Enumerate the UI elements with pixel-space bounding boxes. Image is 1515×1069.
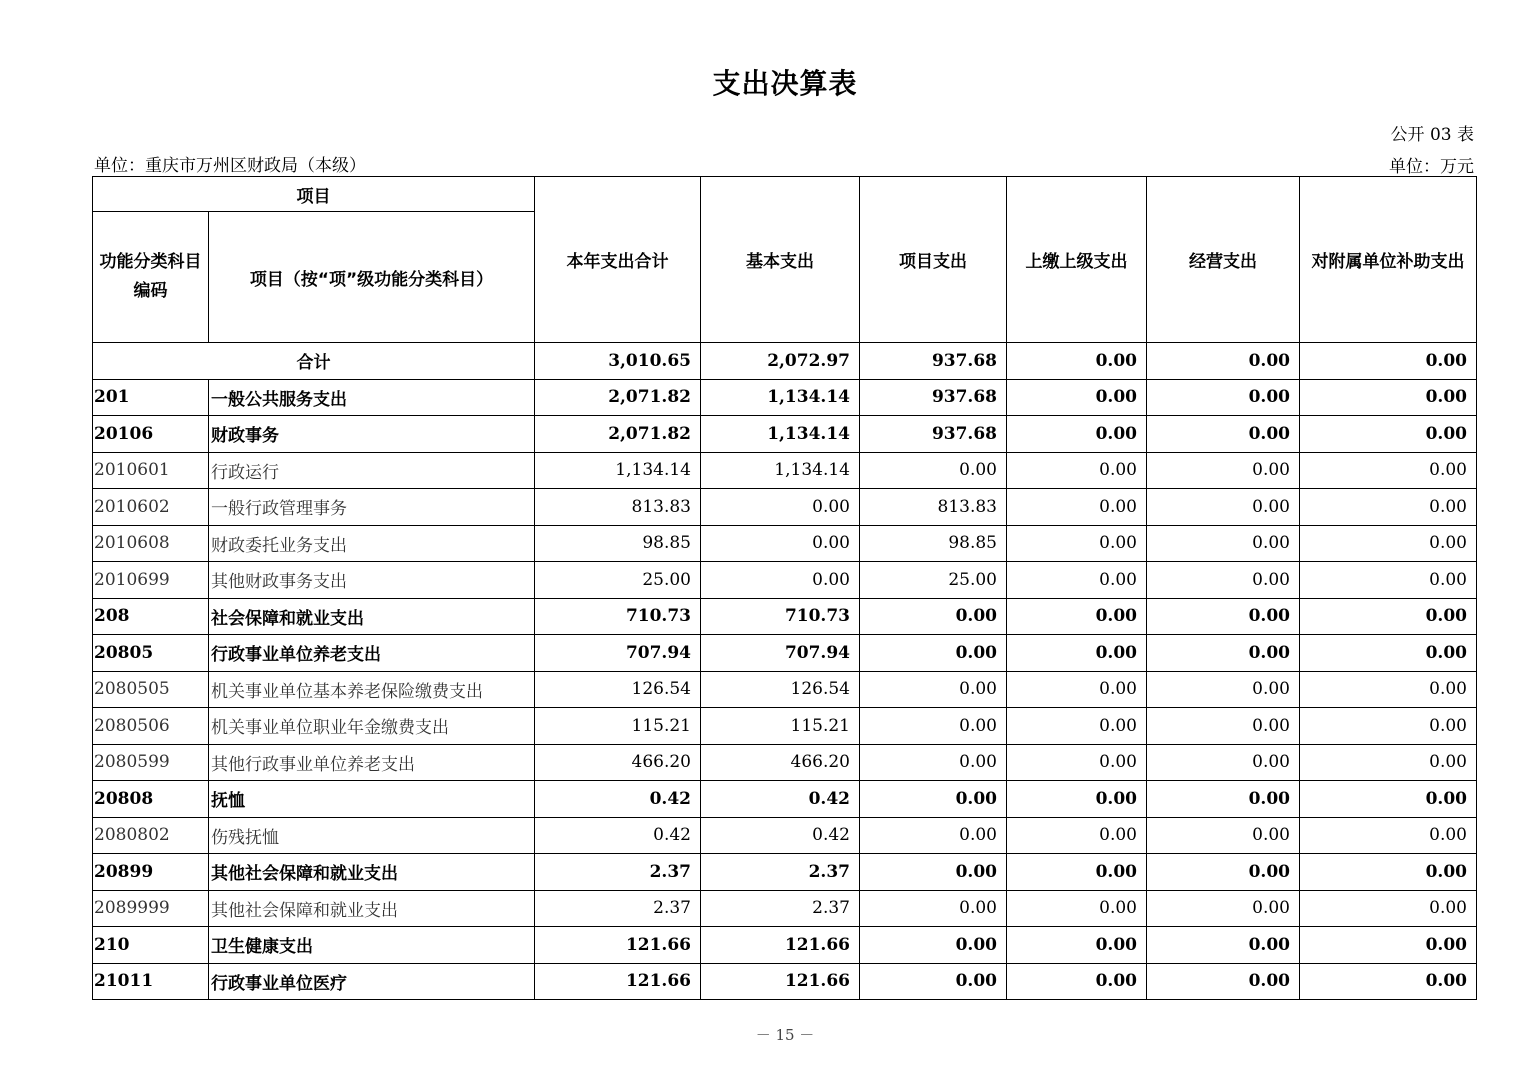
table-row (93, 927, 1477, 964)
row-value: 0.00 (860, 781, 1007, 818)
form-number: 公开 03 表 (1390, 125, 1474, 145)
row-name: 伤残抚恤 (209, 817, 535, 854)
row-value: 0.00 (1147, 416, 1300, 453)
row-value: 0.00 (1007, 379, 1147, 416)
row-value: 466.20 (701, 744, 860, 781)
row-code: 20805 (93, 635, 209, 672)
row-code: 2010699 (93, 562, 209, 599)
row-value: 710.73 (535, 598, 701, 635)
row-name: 其他财政事务支出 (209, 562, 535, 599)
row-value: 121.66 (535, 927, 701, 964)
row-name: 社会保障和就业支出 (209, 598, 535, 635)
row-value: 813.83 (860, 489, 1007, 526)
row-name: 其他社会保障和就业支出 (209, 890, 535, 927)
total-row (93, 343, 1477, 380)
row-value: 2.37 (701, 854, 860, 891)
header-project-expenditure: 项目支出 (860, 177, 1007, 343)
row-value: 1,134.14 (535, 452, 701, 489)
row-value: 0.00 (701, 562, 860, 599)
row-value: 0.00 (1007, 489, 1147, 526)
row-value: 0.00 (1147, 635, 1300, 672)
row-value: 0.00 (1300, 744, 1477, 781)
row-value: 0.00 (1147, 744, 1300, 781)
row-value: 1,134.14 (701, 379, 860, 416)
row-value: 937.68 (860, 379, 1007, 416)
row-value: 0.00 (1007, 598, 1147, 635)
header-basic: 基本支出 (701, 177, 860, 343)
table-row (93, 817, 1477, 854)
row-code: 20808 (93, 781, 209, 818)
row-value: 0.00 (1300, 963, 1477, 1000)
row-value: 0.00 (860, 635, 1007, 672)
row-value: 0.00 (860, 452, 1007, 489)
total-value: 0.00 (1147, 343, 1300, 380)
row-value: 0.00 (1007, 416, 1147, 453)
total-value: 3,010.65 (535, 343, 701, 380)
row-value: 937.68 (860, 416, 1007, 453)
row-value: 0.00 (701, 489, 860, 526)
row-value: 0.00 (1007, 890, 1147, 927)
row-code: 2080505 (93, 671, 209, 708)
row-value: 0.00 (1007, 963, 1147, 1000)
row-value: 98.85 (860, 525, 1007, 562)
table-row (93, 452, 1477, 489)
row-value: 0.00 (1300, 927, 1477, 964)
row-value: 25.00 (860, 562, 1007, 599)
table-row (93, 708, 1477, 745)
row-value: 0.00 (1007, 927, 1147, 964)
row-name: 机关事业单位职业年金缴费支出 (209, 708, 535, 745)
table-row (93, 744, 1477, 781)
row-value: 0.42 (535, 781, 701, 818)
page-number: － 15 － (755, 1026, 815, 1044)
row-value: 2.37 (535, 890, 701, 927)
row-value: 0.00 (1147, 854, 1300, 891)
row-value: 0.00 (1147, 927, 1300, 964)
row-name: 一般公共服务支出 (209, 379, 535, 416)
row-value: 0.00 (1300, 817, 1477, 854)
table-row (93, 562, 1477, 599)
row-code: 2080506 (93, 708, 209, 745)
row-name: 抚恤 (209, 781, 535, 818)
row-code: 208 (93, 598, 209, 635)
row-value: 710.73 (701, 598, 860, 635)
total-value: 937.68 (860, 343, 1007, 380)
row-value: 0.00 (860, 963, 1007, 1000)
row-value: 0.00 (1300, 598, 1477, 635)
row-value: 0.00 (1147, 489, 1300, 526)
row-value: 707.94 (535, 635, 701, 672)
expenditure-table (92, 176, 1477, 1000)
row-value: 0.00 (860, 890, 1007, 927)
row-code: 2010608 (93, 525, 209, 562)
row-value: 0.42 (701, 817, 860, 854)
page-title: 支出决算表 (712, 67, 858, 100)
table-row (93, 781, 1477, 818)
row-value: 0.00 (1007, 744, 1147, 781)
row-name: 财政事务 (209, 416, 535, 453)
row-name: 卫生健康支出 (209, 927, 535, 964)
row-value: 0.00 (1007, 671, 1147, 708)
row-name: 一般行政管理事务 (209, 489, 535, 526)
row-value: 0.00 (860, 927, 1007, 964)
header-business: 经营支出 (1147, 177, 1300, 343)
table-row (93, 379, 1477, 416)
row-value: 707.94 (701, 635, 860, 672)
row-value: 0.00 (1300, 854, 1477, 891)
row-value: 466.20 (535, 744, 701, 781)
row-value: 0.00 (1007, 635, 1147, 672)
row-name: 行政运行 (209, 452, 535, 489)
row-value: 115.21 (535, 708, 701, 745)
total-label: 合计 (93, 343, 535, 380)
row-code: 2089999 (93, 890, 209, 927)
row-value: 0.00 (1007, 817, 1147, 854)
total-value: 0.00 (1007, 343, 1147, 380)
row-value: 0.42 (535, 817, 701, 854)
row-value: 2.37 (701, 890, 860, 927)
row-value: 0.00 (1007, 854, 1147, 891)
table-row (93, 525, 1477, 562)
row-value: 0.00 (1300, 781, 1477, 818)
row-value: 0.00 (1300, 416, 1477, 453)
row-code: 210 (93, 927, 209, 964)
row-value: 0.00 (1147, 525, 1300, 562)
table-row (93, 416, 1477, 453)
row-value: 115.21 (701, 708, 860, 745)
header-total: 本年支出合计 (535, 177, 701, 343)
row-value: 0.00 (1147, 379, 1300, 416)
row-code: 2080802 (93, 817, 209, 854)
row-value: 0.00 (1007, 562, 1147, 599)
row-value: 0.00 (1147, 598, 1300, 635)
row-value: 0.00 (701, 525, 860, 562)
row-code: 21011 (93, 963, 209, 1000)
row-value: 0.00 (1300, 489, 1477, 526)
row-value: 0.00 (1300, 562, 1477, 599)
row-value: 0.00 (860, 708, 1007, 745)
row-value: 0.00 (1300, 890, 1477, 927)
row-value: 0.00 (860, 817, 1007, 854)
header-name: 项目（按“项”级功能分类科目） (209, 212, 535, 343)
unit-currency: 单位：万元 (1389, 157, 1474, 177)
row-value: 126.54 (701, 671, 860, 708)
row-value: 121.66 (701, 963, 860, 1000)
unit-organization: 单位：重庆市万州区财政局（本级） (94, 156, 366, 176)
row-value: 0.00 (1007, 452, 1147, 489)
row-value: 0.00 (1147, 671, 1300, 708)
row-name: 机关事业单位基本养老保险缴费支出 (209, 671, 535, 708)
row-value: 0.00 (1147, 890, 1300, 927)
row-code: 2010602 (93, 489, 209, 526)
table-row (93, 890, 1477, 927)
row-value: 813.83 (535, 489, 701, 526)
row-value: 0.00 (1300, 635, 1477, 672)
row-value: 126.54 (535, 671, 701, 708)
row-value: 0.00 (1007, 525, 1147, 562)
row-value: 0.00 (860, 744, 1007, 781)
row-value: 2,071.82 (535, 379, 701, 416)
row-value: 0.00 (1300, 452, 1477, 489)
row-value: 121.66 (701, 927, 860, 964)
table-row (93, 598, 1477, 635)
row-value: 0.00 (1147, 963, 1300, 1000)
row-value: 0.00 (1147, 562, 1300, 599)
row-value: 2,071.82 (535, 416, 701, 453)
table-row (93, 671, 1477, 708)
row-value: 0.00 (1007, 781, 1147, 818)
row-code: 2010601 (93, 452, 209, 489)
row-value: 0.00 (1147, 781, 1300, 818)
row-value: 121.66 (535, 963, 701, 1000)
row-name: 其他行政事业单位养老支出 (209, 744, 535, 781)
row-value: 0.42 (701, 781, 860, 818)
row-value: 2.37 (535, 854, 701, 891)
row-code: 20106 (93, 416, 209, 453)
header-upper-payment: 上缴上级支出 (1007, 177, 1147, 343)
row-value: 0.00 (1300, 708, 1477, 745)
row-name: 行政事业单位养老支出 (209, 635, 535, 672)
row-name: 行政事业单位医疗 (209, 963, 535, 1000)
total-value: 2,072.97 (701, 343, 860, 380)
row-value: 25.00 (535, 562, 701, 599)
row-code: 20899 (93, 854, 209, 891)
row-value: 0.00 (860, 598, 1007, 635)
row-code: 2080599 (93, 744, 209, 781)
row-value: 0.00 (1300, 379, 1477, 416)
header-code: 功能分类科目编码 (93, 212, 209, 343)
row-value: 98.85 (535, 525, 701, 562)
row-code: 201 (93, 379, 209, 416)
row-value: 0.00 (1007, 708, 1147, 745)
header-subsidy: 对附属单位补助支出 (1300, 177, 1477, 343)
row-value: 0.00 (1300, 525, 1477, 562)
row-value: 0.00 (1147, 452, 1300, 489)
row-value: 0.00 (1300, 671, 1477, 708)
row-name: 其他社会保障和就业支出 (209, 854, 535, 891)
total-value: 0.00 (1300, 343, 1477, 380)
row-value: 0.00 (860, 671, 1007, 708)
row-value: 1,134.14 (701, 416, 860, 453)
table-row (93, 854, 1477, 891)
table-row (93, 635, 1477, 672)
row-value: 0.00 (1147, 708, 1300, 745)
table-row (93, 489, 1477, 526)
row-value: 0.00 (1147, 817, 1300, 854)
header-project: 项目 (93, 177, 535, 212)
table-row (93, 963, 1477, 1000)
row-name: 财政委托业务支出 (209, 525, 535, 562)
row-value: 1,134.14 (701, 452, 860, 489)
row-value: 0.00 (860, 854, 1007, 891)
